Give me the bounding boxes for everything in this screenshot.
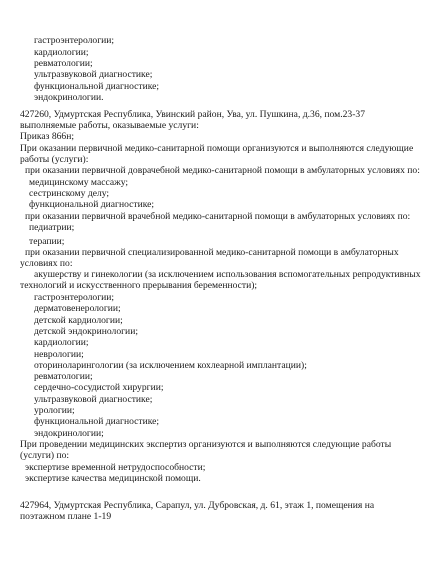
list-item: гастроэнтерологии;	[34, 35, 115, 46]
list-item: сестринскому делу;	[29, 188, 110, 199]
list-item: педиатрии;	[29, 222, 75, 233]
list-item: акушерству и гинекологии (за исключением использования вспомогательных репродуктивных	[34, 269, 421, 280]
list-item: медицинскому массажу;	[29, 177, 129, 188]
subsection-heading: при оказании первичной врачебной медико-санитарной помощи в амбулаторных условиях по:	[25, 211, 411, 222]
subsection-heading: при оказании первичной доврачебной медико-санитарной помощи в амбулаторных условиях по:	[25, 165, 420, 176]
list-item: детской эндокринологии;	[34, 326, 138, 337]
list-item: экспертизе временной нетрудоспособности;	[25, 462, 206, 473]
paragraph-line: (услуги) по:	[20, 450, 70, 461]
paragraph-line: работы (услуги):	[20, 154, 89, 165]
list-item: ревматологии;	[34, 371, 93, 382]
list-item: урологии;	[34, 405, 75, 416]
list-item: экспертизе качества медицинской помощи.	[25, 473, 201, 484]
list-item: ультразвуковой диагностике;	[34, 394, 153, 405]
order-reference: Приказ 866н;	[20, 131, 75, 142]
paragraph-line: При проведении медицинских экспертиз организуются и выполняются следующие работы	[20, 439, 392, 450]
address-line: 427260, Удмуртская Республика, Увинский район, Ува, ул. Пушкина, д.36, пом.23-37	[20, 109, 366, 120]
subsection-heading: при оказании первичной специализированной медико-санитарной помощи в амбулаторных	[25, 247, 399, 258]
list-item: функциональной диагностике;	[34, 81, 160, 92]
list-item: кардиологии;	[34, 47, 89, 58]
list-item: ревматологии;	[34, 58, 93, 69]
list-item: кардиологии;	[34, 337, 89, 348]
list-item: гастроэнтерологии;	[34, 292, 115, 303]
list-item: сердечно-сосудистой хирургии;	[34, 382, 164, 393]
list-item: ультразвуковой диагностике;	[34, 69, 153, 80]
paragraph-line: При оказании первичной медико-санитарной помощи организуются и выполняются следующие	[20, 143, 414, 154]
address-line: поэтажном плане 1-19	[20, 511, 112, 522]
list-item: оториноларингологии (за исключением кохлеарной имплантации);	[34, 360, 307, 371]
list-item: терапии;	[29, 236, 65, 247]
list-item: функциональной диагностике;	[34, 416, 160, 427]
list-item: дерматовенерологии;	[34, 303, 121, 314]
address-line: 427964, Удмуртская Республика, Сарапул, ул. Дубровская, д. 61, этаж 1, помещения на	[20, 500, 375, 511]
list-item: детской кардиологии;	[34, 315, 123, 326]
list-item: технологий и искусственного прерывания беременности);	[20, 280, 258, 291]
subsection-heading: условиях по:	[20, 258, 73, 269]
section-heading: выполняемые работы, оказываемые услуги:	[20, 120, 199, 131]
list-item: эндокринологии.	[34, 92, 104, 103]
list-item: неврологии;	[34, 349, 84, 360]
list-item: функциональной диагностике;	[29, 199, 155, 210]
list-item: эндокринологии;	[34, 428, 104, 439]
